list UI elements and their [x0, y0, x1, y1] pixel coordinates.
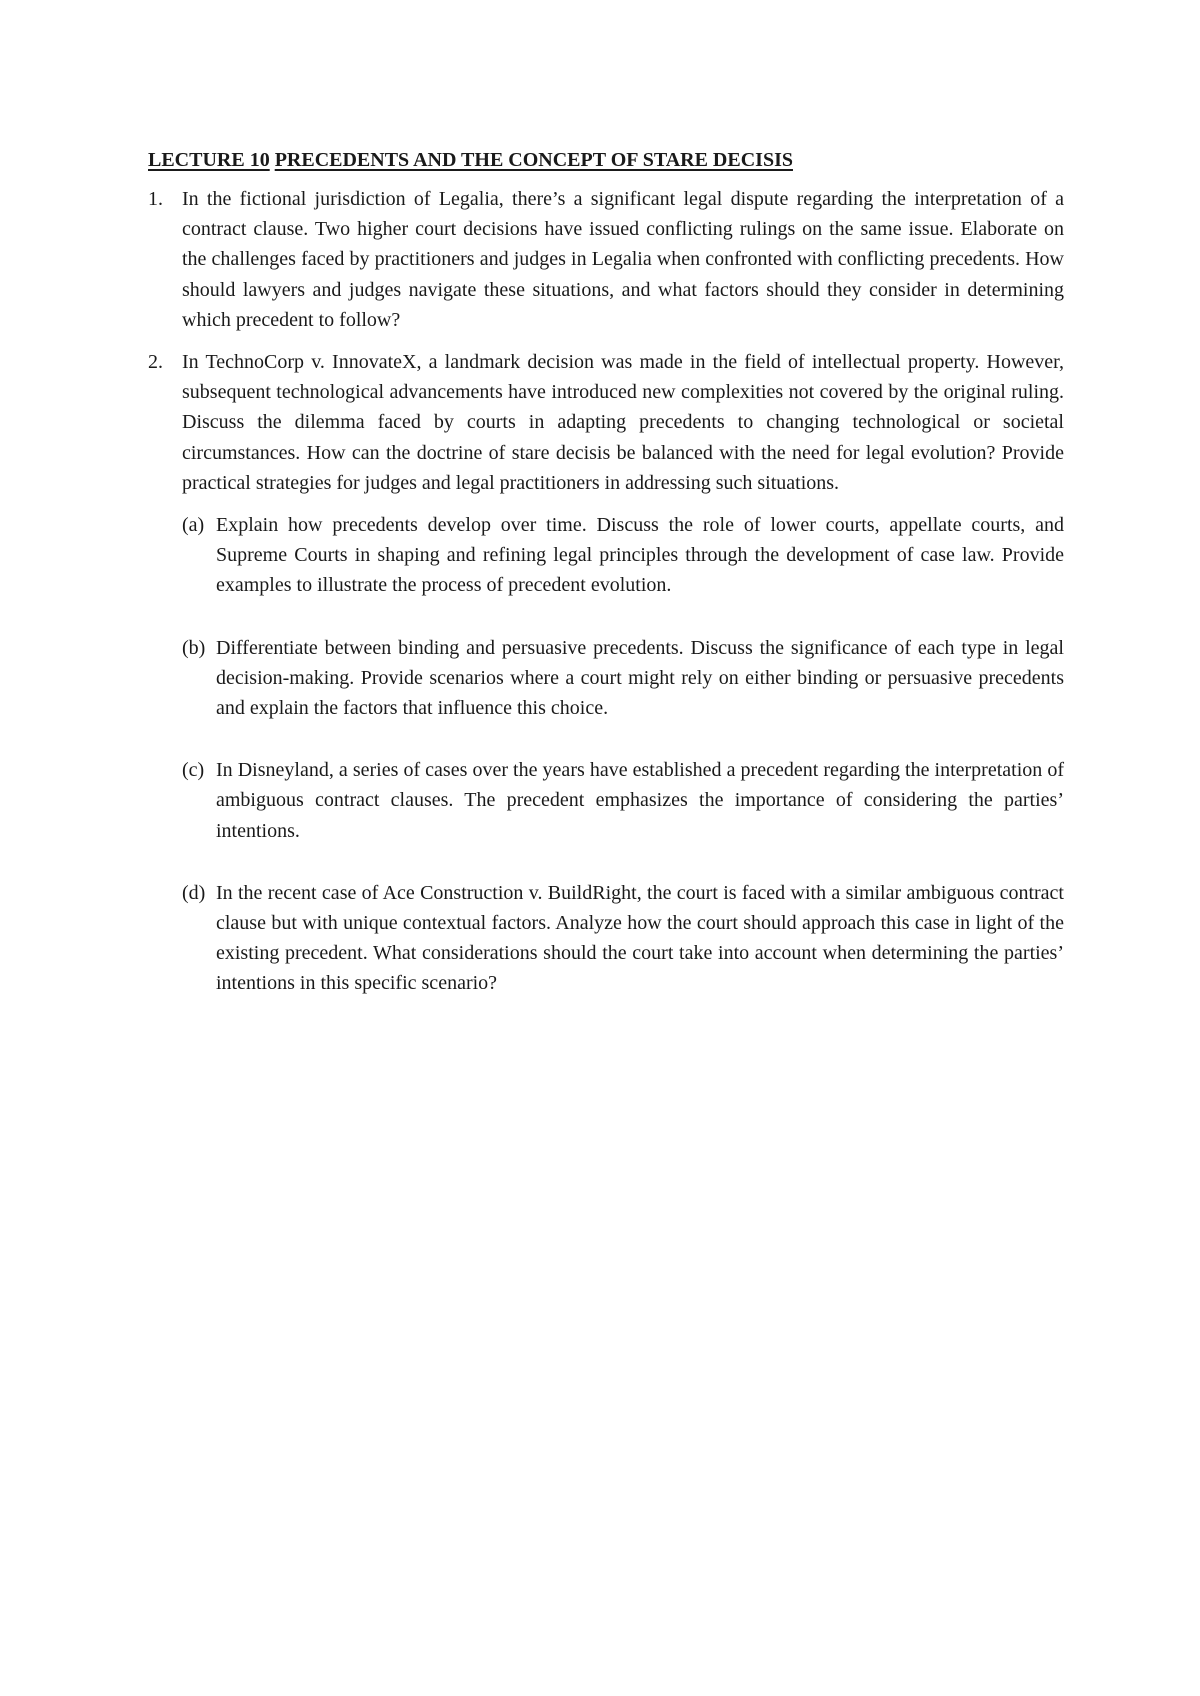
sub-question-c: [148, 755, 1064, 846]
question-text: In the fictional jurisdiction of Legalia, there’s a significant legal dispute regarding the interpretation of a contract clause. Two higher court decisions have issued conflicting rulings on the same issue. Elaborate on the challenges faced by practitioners and judges in Legalia when confronted with conflicting precedents. How should lawyers and judges navigate these situations, and what factors should they consider in determining which precedent to follow?: [182, 188, 1064, 331]
title-lecture-number: LECTURE 10: [148, 149, 270, 171]
sub-question-text: In Disneyland, a series of cases over the years have established a precedent regarding the interpretation of ambiguous contract clauses. The precedent emphasizes the importance of considering the parties’ intentions.: [216, 759, 1064, 842]
sub-question-a: [148, 510, 1064, 601]
question-number: 1.: [148, 188, 163, 210]
sub-question-label: (b): [182, 636, 206, 659]
page-title: [148, 146, 1064, 174]
sub-question-label: (c): [182, 759, 205, 782]
sub-question-label: (a): [182, 514, 205, 537]
question-item-1: [148, 184, 1064, 335]
sub-question-text: In the recent case of Ace Construction v. BuildRight, the court is faced with a similar ambiguous contract clause but with unique contextual factors. Analyze how the court should approach this case in light of the existing precedent. What considerations should the court take into account when determining the parties’ intentions in this specific scenario?: [216, 881, 1064, 995]
sub-question-label: (d): [182, 881, 206, 904]
sub-question-d: [148, 878, 1064, 999]
question-text: In TechnoCorp v. InnovateX, a landmark decision was made in the field of intellectual property. However, subsequent technological advancements have introduced new complexities not covered by the original ruling. Discuss the dilemma faced by courts in adapting precedents to changing technological or societal circumstances. How can the doctrine of stare decisis be balanced with the need for legal evolution? Provide practical strategies for judges and legal practitioners in addressing such situations.: [182, 351, 1064, 494]
sub-question-text: Explain how precedents develop over time. Discuss the role of lower courts, appellate courts, and Supreme Courts in shaping and refining legal principles through the development of case law. Provide examples to illustrate the process of precedent evolution.: [216, 514, 1064, 597]
document-body: [148, 146, 1064, 1031]
sub-question-list: [148, 510, 1064, 999]
question-number: 2.: [148, 351, 163, 374]
sub-question-b: [148, 633, 1064, 724]
sub-question-text: Differentiate between binding and persuasive precedents. Discuss the significance of each type in legal decision-making. Provide scenarios where a court might rely on either binding or persuasive precedents and explain the factors that influence this choice.: [216, 636, 1064, 720]
title-topic: PRECEDENTS AND THE CONCEPT OF STARE DECISIS: [274, 149, 793, 171]
question-item-2: [148, 347, 1064, 498]
